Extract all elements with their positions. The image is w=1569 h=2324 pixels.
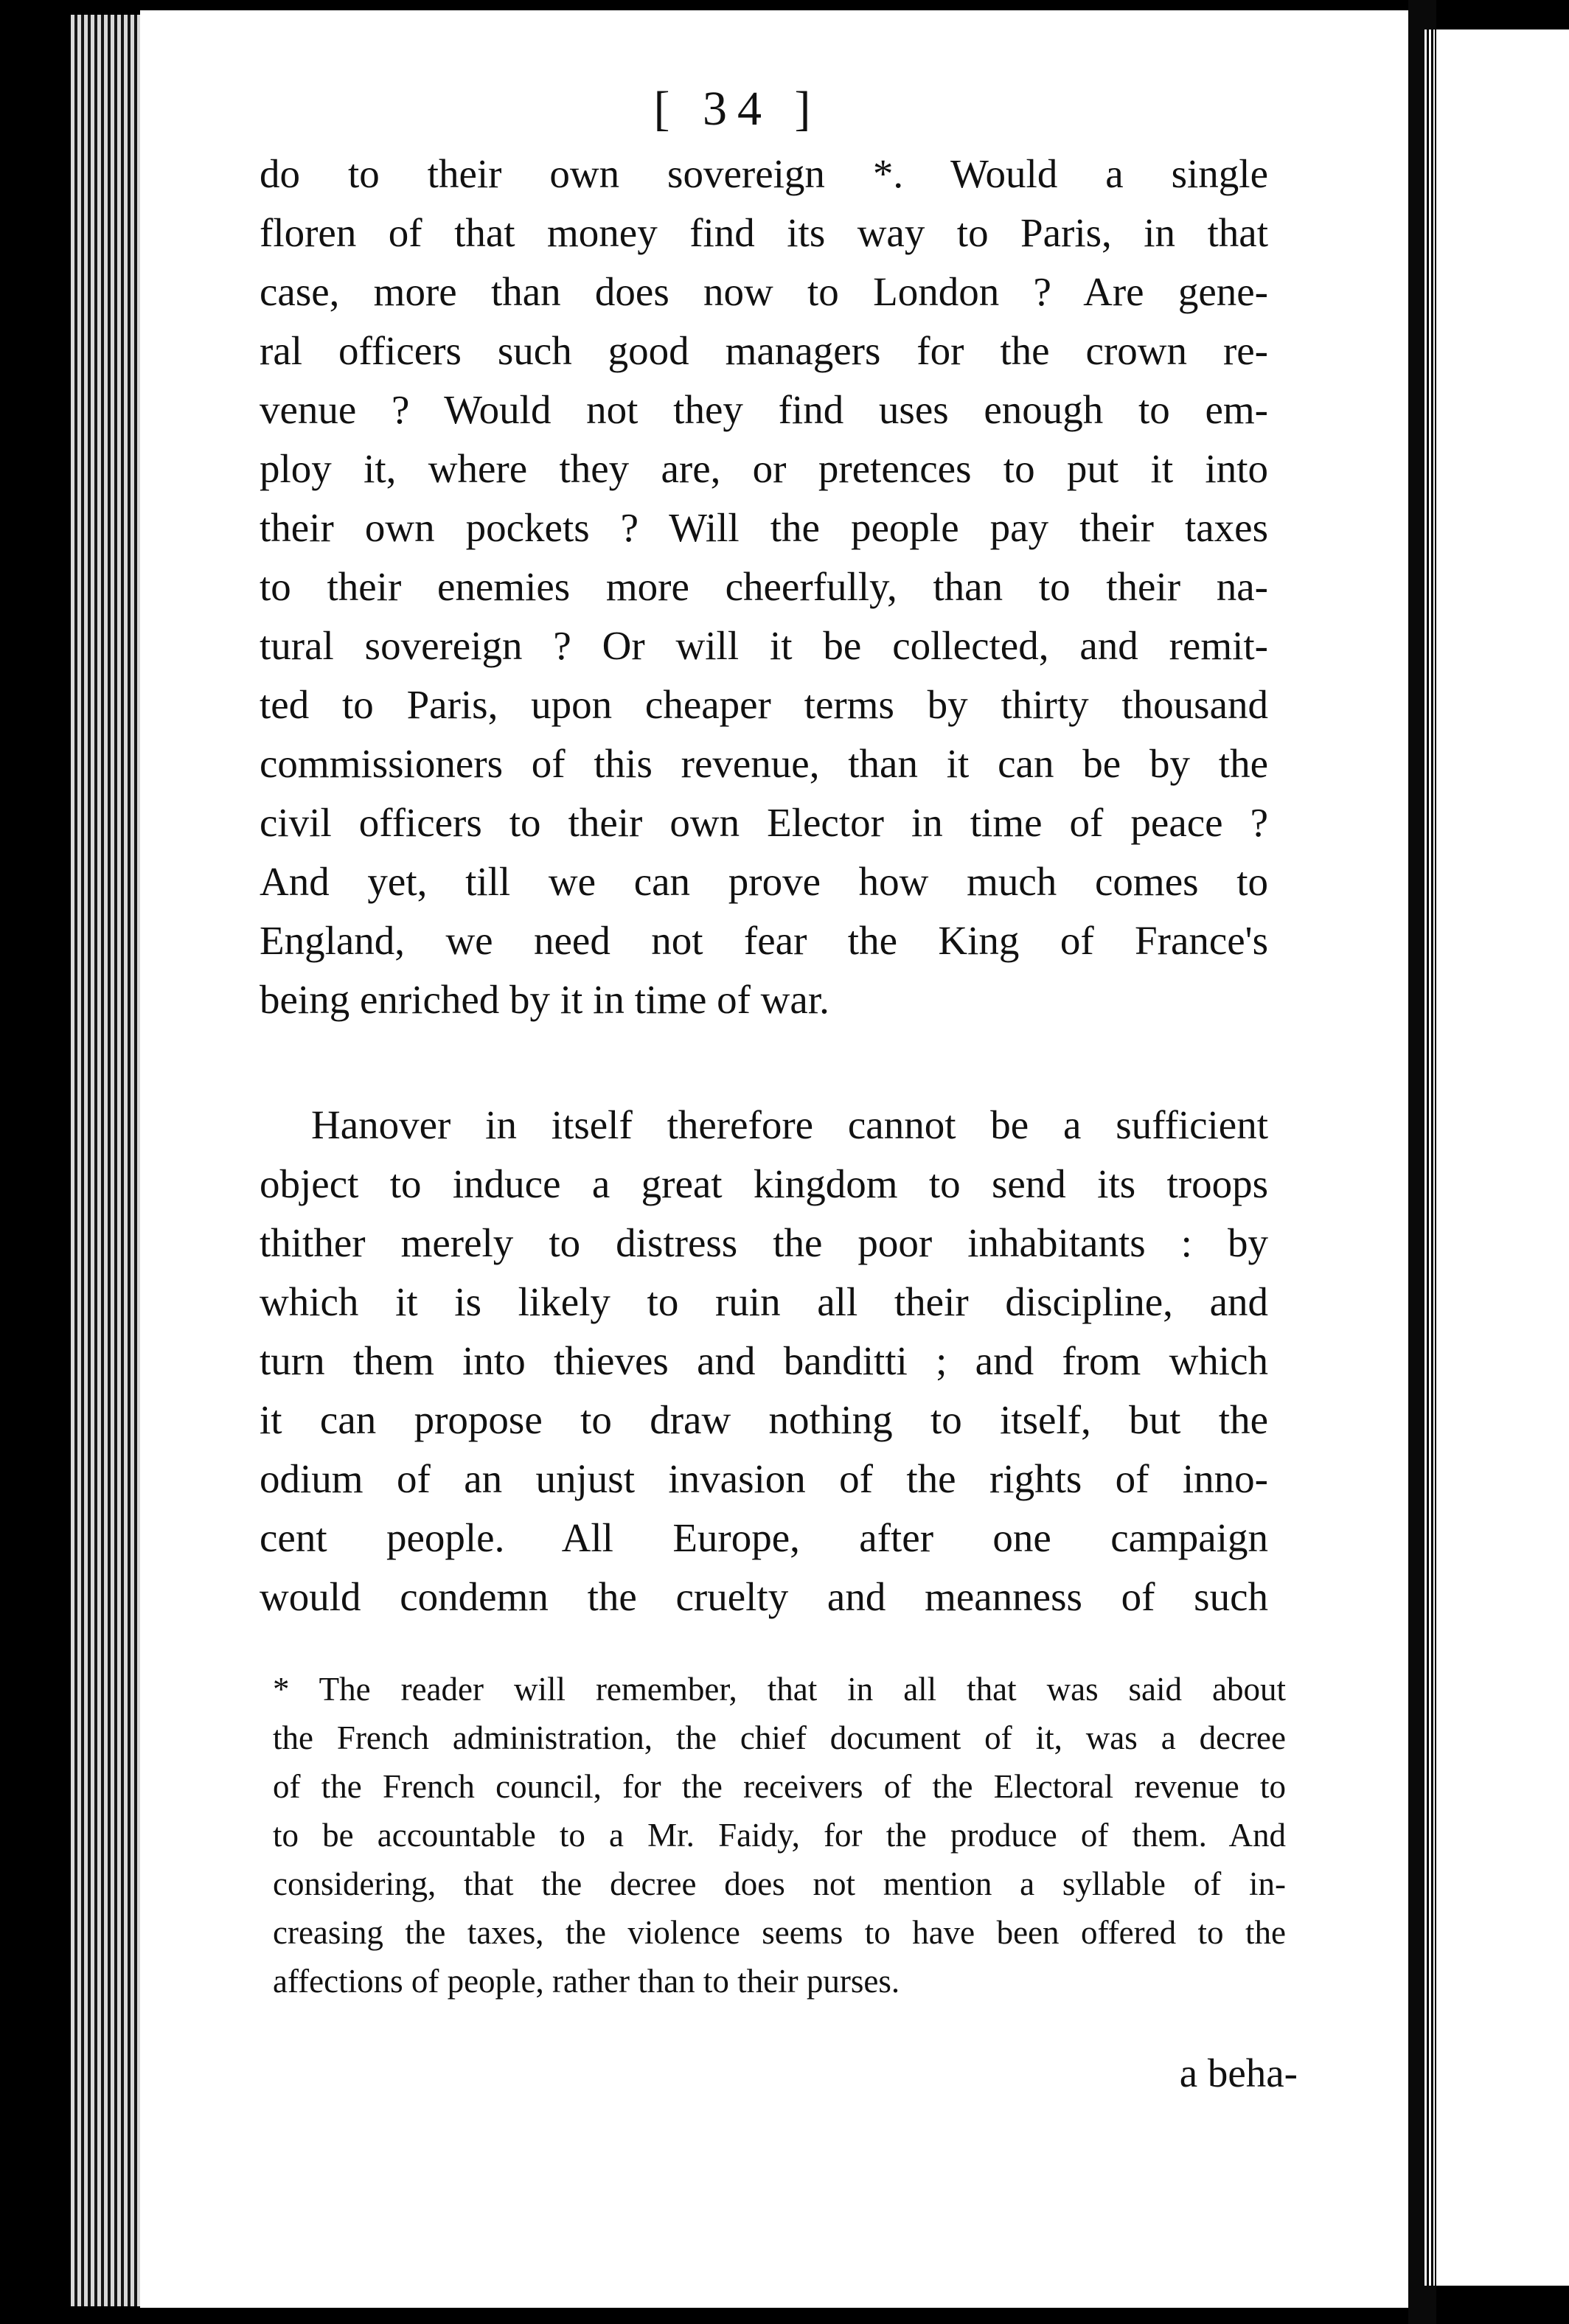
text-line: And yet, till we can prove how much comes to [260, 859, 1268, 904]
paragraph-1 [260, 145, 1268, 1029]
text-line: would condemn the cruelty and meanness of such [260, 1574, 1268, 1619]
footnote-line: of the French council, for the receivers of the Electoral revenue to [273, 1768, 1286, 1805]
footnote-line: to be accountable to a Mr. Faidy, for the produce of them. And [273, 1817, 1286, 1854]
catchword: a beha- [1179, 2050, 1298, 2095]
text-line: ted to Paris, upon cheaper terms by thirty thousand [260, 682, 1268, 727]
text-line: odium of an unjust invasion of the rights of inno- [260, 1456, 1268, 1501]
footnote-line: considering, that the decree does not mention a syllable of in- [273, 1865, 1286, 1902]
text-line: ral officers such good managers for the crown re- [260, 328, 1268, 373]
text-line: do to their own sovereign *. Would a single [260, 151, 1268, 196]
text-line: cent people. All Europe, after one campaign [260, 1515, 1268, 1560]
page-number: [ 34 ] [653, 82, 821, 136]
footnote [273, 1665, 1286, 2005]
text-line: England, we need not fear the King of France's [260, 918, 1268, 963]
text-line: ploy it, where they are, or pretences to put it into [260, 446, 1268, 491]
footnote-line: affections of people, rather than to their purses. [273, 1963, 900, 2000]
text-line: thither merely to distress the poor inhabitants : by [260, 1220, 1268, 1265]
footnote-line: * The reader will remember, that in all that was said about [273, 1671, 1286, 1708]
text-line: turn them into thieves and banditti ; and from which [260, 1338, 1268, 1383]
text-line: case, more than does now to London ? Are gene- [260, 269, 1268, 314]
text-line: their own pockets ? Will the people pay their taxes [260, 505, 1268, 550]
text-line: being enriched by it in time of war. [260, 977, 829, 1022]
text-line: object to induce a great kingdom to send its troops [260, 1161, 1268, 1206]
text-line: it can propose to draw nothing to itself, but the [260, 1397, 1268, 1442]
text-line: which it is likely to ruin all their discipline, and [260, 1279, 1268, 1324]
text-line: Hanover in itself therefore cannot be a sufficient [311, 1102, 1268, 1147]
paragraph-2 [260, 1096, 1268, 1627]
text-line: to their enemies more cheerfully, than to their na- [260, 564, 1268, 609]
facing-page-edges [1424, 29, 1435, 2286]
text-line: venue ? Would not they find uses enough to em- [260, 387, 1268, 432]
footnote-line: the French administration, the chief document of it, was a decree [273, 1719, 1286, 1756]
facing-page [1436, 29, 1569, 2286]
text-line: civil officers to their own Elector in time of peace ? [260, 800, 1268, 845]
text-line: tural sovereign ? Or will it be collected, and remit- [260, 623, 1268, 668]
text-line: commissioners of this revenue, than it can be by the [260, 741, 1268, 786]
text-line: floren of that money find its way to Paris, in that [260, 210, 1268, 255]
footnote-line: creasing the taxes, the violence seems to have been offered to the [273, 1914, 1286, 1951]
left-page-edges [71, 15, 142, 2306]
